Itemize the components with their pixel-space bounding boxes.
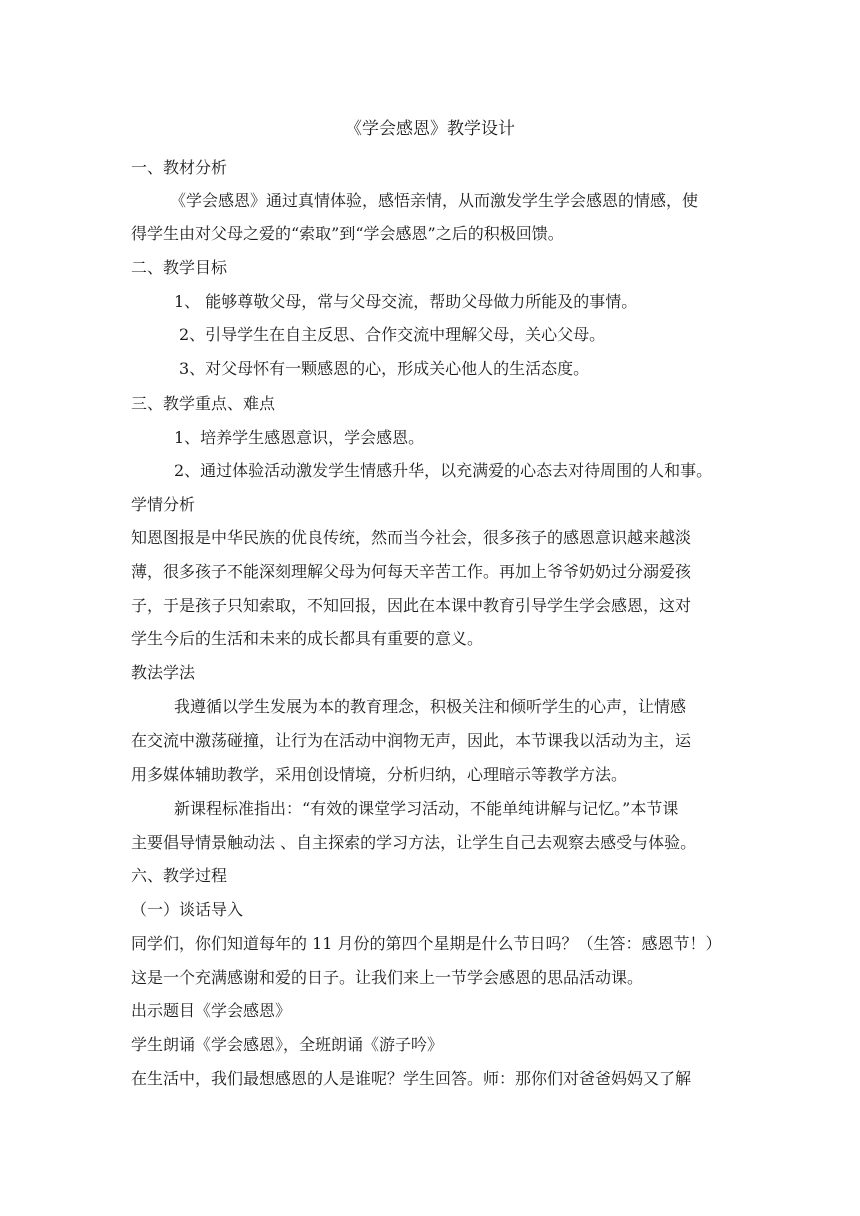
paragraph-line: 我遵循以学生发展为本的教育理念，积极关注和倾听学生的心声，让情感 xyxy=(174,697,687,716)
document-title: 《学会感恩》教学设计 xyxy=(345,119,515,139)
paragraph-line: 新课程标准指出：“有效的课堂学习活动，不能单纯讲解与记忆。”本节课 xyxy=(174,799,679,818)
paragraph-line: 出示题目《学会感恩》 xyxy=(131,1001,292,1020)
paragraph-line: 用多媒体辅助教学，采用创设情境，分析归纳，心理暗示等教学方法。 xyxy=(131,765,628,784)
key-point-item: 1、培养学生感恩意识，学会感恩。 xyxy=(174,428,425,447)
paragraph-line: 薄，很多孩子不能深刻理解父母为何每天辛苦工作。再加上爷爷奶奶过分溺爱孩 xyxy=(131,562,692,581)
paragraph-line: 子，于是孩子只知索取，不知回报，因此在本课中教育引导学生学会感恩，这对 xyxy=(131,596,692,615)
subsection-heading-intro: （一）谈话导入 xyxy=(131,900,244,919)
paragraph-line: 在生活中，我们最想感恩的人是谁呢？学生回答。师：那你们对爸爸妈妈又了解 xyxy=(131,1069,692,1088)
paragraph-line: 《学会感恩》通过真情体验，感悟亲情，从而激发学生学会感恩的情感，使 xyxy=(170,191,699,210)
section-heading-teaching-goals: 二、教学目标 xyxy=(131,258,228,277)
key-point-item: 2、通过体验活动激发学生情感升华，以充满爱的心态去对待周围的人和事。 xyxy=(174,461,713,480)
goal-item: 1、 能够尊敬父母，常与父母交流，帮助父母做力所能及的事情。 xyxy=(174,292,638,311)
goal-item: 2、引导学生在自主反思、合作交流中理解父母，关心父母。 xyxy=(179,325,606,344)
paragraph-line: 这是一个充满感谢和爱的日子。让我们来上一节学会感恩的思品活动课。 xyxy=(131,968,644,987)
section-heading-teaching-process: 六、教学过程 xyxy=(131,866,228,885)
section-heading-textbook-analysis: 一、教材分析 xyxy=(131,158,228,177)
paragraph-line: 主要倡导情景触动法 、自主探索的学习方法，让学生自己去观察去感受与体验。 xyxy=(131,833,697,852)
section-heading-teaching-methods: 教法学法 xyxy=(131,663,196,682)
paragraph-line: 同学们，你们知道每年的 11 月份的第四个星期是什么节日吗？（生答：感恩节！） xyxy=(131,934,722,953)
paragraph-line: 在交流中激荡碰撞，让行为在活动中润物无声，因此，本节课我以活动为主，运 xyxy=(131,731,692,750)
paragraph-line: 学生朗诵《学会感恩》，全班朗诵《游子吟》 xyxy=(131,1035,444,1054)
paragraph-line: 知恩图报是中华民族的优良传统，然而当今社会，很多孩子的感恩意识越来越淡 xyxy=(131,528,692,547)
paragraph-line: 得学生由对父母之爱的“索取”到“学会感恩”之后的积极回馈。 xyxy=(131,224,564,243)
section-heading-student-analysis: 学情分析 xyxy=(131,495,196,514)
paragraph-line: 学生今后的生活和未来的成长都具有重要的意义。 xyxy=(131,629,484,648)
goal-item: 3、对父母怀有一颗感恩的心，形成关心他人的生活态度。 xyxy=(179,359,590,378)
section-heading-key-points: 三、教学重点、难点 xyxy=(131,394,276,413)
